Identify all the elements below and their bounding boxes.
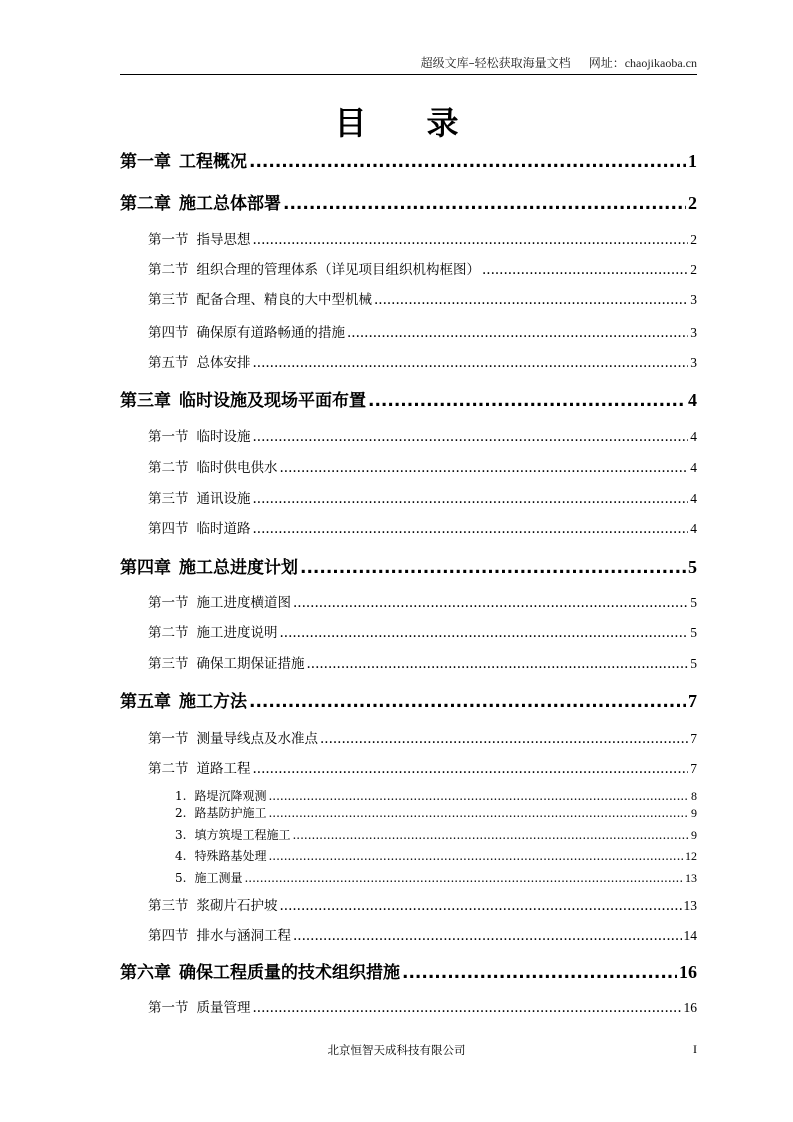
toc-label: 确保工期保证措施 [196,656,305,672]
dot-leader [283,194,686,214]
toc-page-number: 4 [688,390,697,410]
footer-company: 北京恒智天成科技有限公司 [327,1043,466,1057]
toc-prefix: 第五节 [148,355,189,371]
toc-page-number: 3 [690,355,697,370]
toc-label: 测量导线点及水准点 [196,731,318,747]
dot-leader [293,928,682,944]
toc-label: 施工测量 [194,871,243,885]
dot-leader [307,656,689,672]
toc-label: 工程概况 [179,152,247,172]
toc-prefix: 2. [175,806,187,820]
toc-entry-chapter[interactable] [120,386,697,411]
toc-page-number: 7 [688,691,697,711]
toc-entry-chapter[interactable] [120,687,697,712]
dot-leader [347,325,688,341]
dot-leader [253,355,689,371]
toc-prefix: 第二节 [148,625,189,641]
dot-leader [300,558,686,578]
toc-entry-chapter[interactable] [120,958,697,983]
toc-prefix: 第一节 [148,429,189,445]
toc-label: 临时供电供水 [196,460,278,476]
toc-page-number: 13 [683,898,697,913]
toc-label: 通讯设施 [196,491,251,507]
toc-page-number: 5 [690,595,697,610]
toc-entry-sub[interactable] [175,847,697,864]
dot-leader [374,292,688,308]
toc-page-number: 3 [690,325,697,340]
toc-page-number: 13 [685,871,697,885]
dot-leader [253,429,689,445]
toc-page-number: 2 [690,262,697,277]
toc-label: 施工进度说明 [196,625,278,641]
toc-prefix: 1. [175,789,187,803]
toc-entry-section[interactable] [148,621,697,641]
toc-label: 临时设施及现场平面布置 [179,391,366,411]
toc-entry-section[interactable] [148,652,697,672]
toc-entry-section[interactable] [148,996,697,1016]
toc-prefix: 第二节 [148,460,189,476]
toc-prefix: 第五章 [120,692,171,712]
page-header [120,54,697,75]
dot-leader [253,232,689,248]
toc-label: 施工总进度计划 [179,558,298,578]
toc-entry-section[interactable] [148,924,697,944]
toc-entry-section[interactable] [148,456,697,476]
dot-leader [253,491,689,507]
toc-prefix: 第一节 [148,1000,189,1016]
toc-prefix: 第四节 [148,325,189,341]
toc-page-number: 9 [691,828,697,842]
dot-leader [268,806,689,820]
toc-entry-section[interactable] [148,228,697,248]
toc-entry-sub[interactable] [175,869,697,886]
header-url: 网址：chaojikaoba.cn [588,56,697,70]
dot-leader [268,789,689,803]
header-site: 超级文库–轻松获取海量文档 [420,56,571,70]
toc-entry-section[interactable] [148,591,697,611]
toc-page-number: 4 [690,460,697,475]
toc-page-number: 4 [690,429,697,444]
toc-prefix: 第一章 [120,152,171,172]
toc-prefix: 第一节 [148,595,189,611]
toc-page-number: 1 [688,151,697,171]
toc-prefix: 第一节 [148,232,189,248]
toc-label: 组织合理的管理体系（详见项目组织机构框图） [196,262,480,278]
toc-page-number: 4 [690,521,697,536]
toc-label: 配备合理、精良的大中型机械 [196,292,372,308]
toc-page-number: 16 [679,962,697,982]
toc-entry-section[interactable] [148,321,697,341]
toc-entry-section[interactable] [148,517,697,537]
toc-page-number: 9 [691,806,697,820]
toc-prefix: 4. [175,849,187,863]
toc-entry-section[interactable] [148,258,697,278]
toc-page-number: 14 [683,928,697,943]
toc-page-number: 7 [690,761,697,776]
dot-leader [253,521,689,537]
toc-page-number: 2 [688,193,697,213]
toc-entry-chapter[interactable] [120,147,697,172]
toc-entry-sub[interactable] [175,826,697,843]
dot-leader [268,849,683,863]
toc-label: 指导思想 [196,232,251,248]
dot-leader [253,1000,682,1016]
toc-prefix: 第三节 [148,656,189,672]
toc-page-number: 5 [688,557,697,577]
toc-label: 特殊路基处理 [194,849,267,863]
toc-page-number: 2 [690,232,697,247]
toc-entry-section[interactable] [148,757,697,777]
toc-page-number: 3 [690,292,697,307]
toc-entry-sub[interactable] [175,787,697,804]
toc-prefix: 第四节 [148,928,189,944]
toc-prefix: 第二节 [148,262,189,278]
dot-leader [368,391,686,411]
toc-page-number: 16 [683,1000,697,1015]
toc-prefix: 3. [175,828,187,842]
toc-page-number: 12 [685,849,697,863]
dot-leader [293,595,688,611]
dot-leader [280,898,682,914]
toc-prefix: 第二章 [120,194,171,214]
toc-label: 质量管理 [196,1000,251,1016]
toc-label: 临时设施 [196,429,251,445]
toc-prefix: 第二节 [148,761,189,777]
toc-entry-section[interactable] [148,487,697,507]
dot-leader [482,262,688,278]
toc-entry-section[interactable] [148,894,697,914]
dot-leader [292,828,689,842]
toc-entry-section[interactable] [148,351,697,371]
title-char: 录 [426,104,459,142]
toc-label: 路基防护施工 [194,806,267,820]
toc-prefix: 第四章 [120,558,171,578]
footer-page-number: I [693,1042,697,1056]
toc-label: 施工进度横道图 [196,595,291,611]
toc-prefix: 第三章 [120,391,171,411]
dot-leader [249,692,686,712]
toc-label: 排水与涵洞工程 [196,928,291,944]
toc-prefix: 第三节 [148,491,189,507]
dot-leader [320,731,688,747]
title-char: 目 [334,104,367,142]
toc-page-number: 5 [690,625,697,640]
toc-prefix: 第一节 [148,731,189,747]
dot-leader [253,761,689,777]
toc-entry-chapter[interactable] [120,189,697,214]
toc-prefix: 5. [175,871,187,885]
toc-page-number: 4 [690,491,697,506]
toc-entry-section[interactable] [148,288,697,308]
dot-leader [280,625,689,641]
page-title [0,98,793,144]
toc-label: 临时道路 [196,521,251,537]
toc-prefix: 第四节 [148,521,189,537]
toc-page-number: 7 [690,731,697,746]
toc-label: 施工总体部署 [179,194,281,214]
dot-leader [249,152,686,172]
toc-page-number: 8 [691,789,697,803]
toc-label: 确保原有道路畅通的措施 [196,325,345,341]
toc-label: 总体安排 [196,355,251,371]
toc-label: 填方筑堤工程施工 [194,828,291,842]
dot-leader [402,963,677,983]
toc-entry-chapter[interactable] [120,553,697,578]
toc-label: 路堤沉降观测 [194,789,267,803]
toc-entry-section[interactable] [148,727,697,747]
toc-label: 确保工程质量的技术组织措施 [179,963,400,983]
toc-prefix: 第三节 [148,292,189,308]
dot-leader [244,871,683,885]
toc-label: 施工方法 [179,692,247,712]
toc-entry-sub[interactable] [175,804,697,821]
toc-entry-section[interactable] [148,425,697,445]
dot-leader [280,460,689,476]
toc-prefix: 第三节 [148,898,189,914]
toc-label: 道路工程 [196,761,251,777]
toc-prefix: 第六章 [120,963,171,983]
toc-page-number: 5 [690,656,697,671]
toc-label: 浆砌片石护坡 [196,898,278,914]
